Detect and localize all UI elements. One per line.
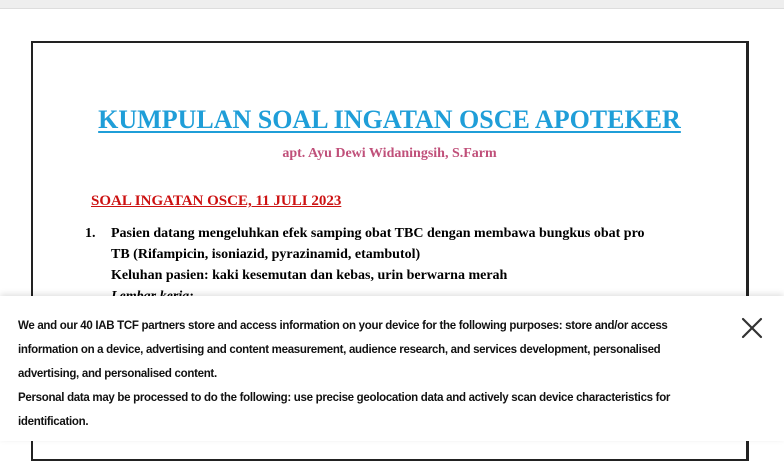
question-item [85,223,705,307]
question-line-2: TB (Rifampicin, isoniazid, pyrazinamid, etambutol) [111,247,421,262]
question-number: 1. [85,226,96,241]
browser-top-strip [0,0,784,9]
document-title: KUMPULAN SOAL INGATAN OSCE APOTEKER [98,105,681,134]
consent-paragraph-processing: Personal data may be processed to do the following: use precise geolocation data and actively scan device characteristics for identification. [18,392,671,428]
section-heading: SOAL INGATAN OSCE, 11 JULI 2023 [91,193,342,209]
question-line-3: Keluhan pasien: kaki kesemutan dan kebas, urin berwarna merah [111,268,508,283]
consent-text [18,314,718,434]
document-author: apt. Ayu Dewi Widaningsih, S.Farm [282,146,497,161]
consent-paragraph-purposes: We and our 40 IAB TCF partners store and access information on your device for the following purposes: store and/or access information on a device, advertising and content measurement, audience research, and services development, personalised advertising, and personalised content. [18,320,668,380]
consent-close-button[interactable] [738,314,766,342]
question-line-1: Pasien datang mengeluhkan efek samping obat TBC dengan membawa bungkus obat pro [111,226,645,241]
consent-banner [0,296,784,441]
close-icon [738,314,766,342]
